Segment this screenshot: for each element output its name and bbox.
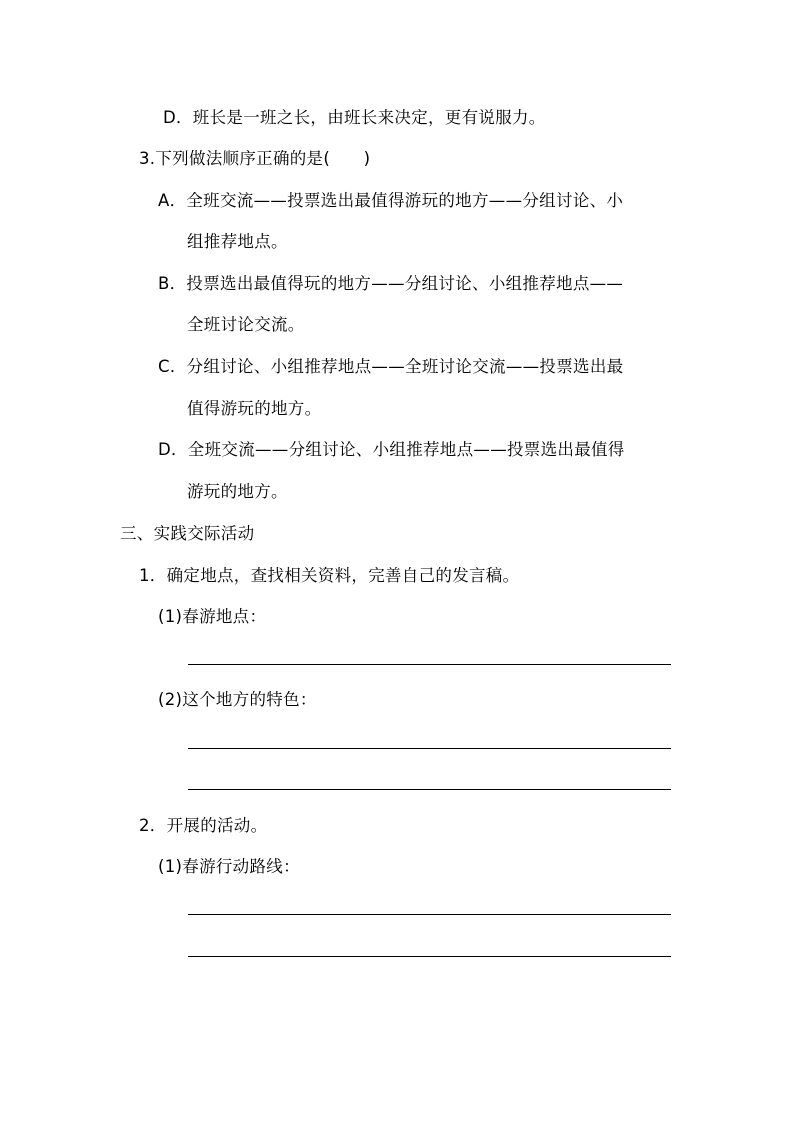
q3-option-c-line1: C．分组讨论、小组推荐地点——全班讨论交流——投票选出最 xyxy=(158,357,624,376)
item1-text: 1．确定地点，查找相关资料，完善自己的发言稿。 xyxy=(139,566,520,585)
q3-option-d-line1: D．全班交流——分组讨论、小组推荐地点——投票选出最值得 xyxy=(158,440,625,459)
item1-sub1-label: (1)春游地点： xyxy=(158,607,267,626)
section3-heading: 三、实践交际活动 xyxy=(120,524,255,543)
answer-line[interactable] xyxy=(188,789,671,790)
answer-line[interactable] xyxy=(188,748,671,749)
q3-option-b-line1: B．投票选出最值得玩的地方——分组讨论、小组推荐地点—— xyxy=(158,274,624,293)
q3-stem: 3.下列做法顺序正确的是( ) xyxy=(139,149,371,168)
answer-line[interactable] xyxy=(188,664,671,665)
item2-text: 2．开展的活动。 xyxy=(139,816,268,835)
q2-option-d: D．班长是一班之长，由班长来决定，更有说服力。 xyxy=(163,108,546,127)
q3-option-d-line2: 游玩的地方。 xyxy=(187,482,288,501)
q3-option-c-line2: 值得游玩的地方。 xyxy=(187,399,322,418)
item2-sub1-label: (1)春游行动路线： xyxy=(158,857,300,876)
item1-sub2-label: (2)这个地方的特色： xyxy=(158,690,317,709)
q3-option-b-line2: 全班讨论交流。 xyxy=(187,315,305,334)
q3-option-a-line2: 组推荐地点。 xyxy=(187,232,288,251)
answer-line[interactable] xyxy=(188,956,671,957)
q3-option-a-line1: A．全班交流——投票选出最值得游玩的地方——分组讨论、小 xyxy=(158,191,624,210)
answer-line[interactable] xyxy=(188,914,671,915)
